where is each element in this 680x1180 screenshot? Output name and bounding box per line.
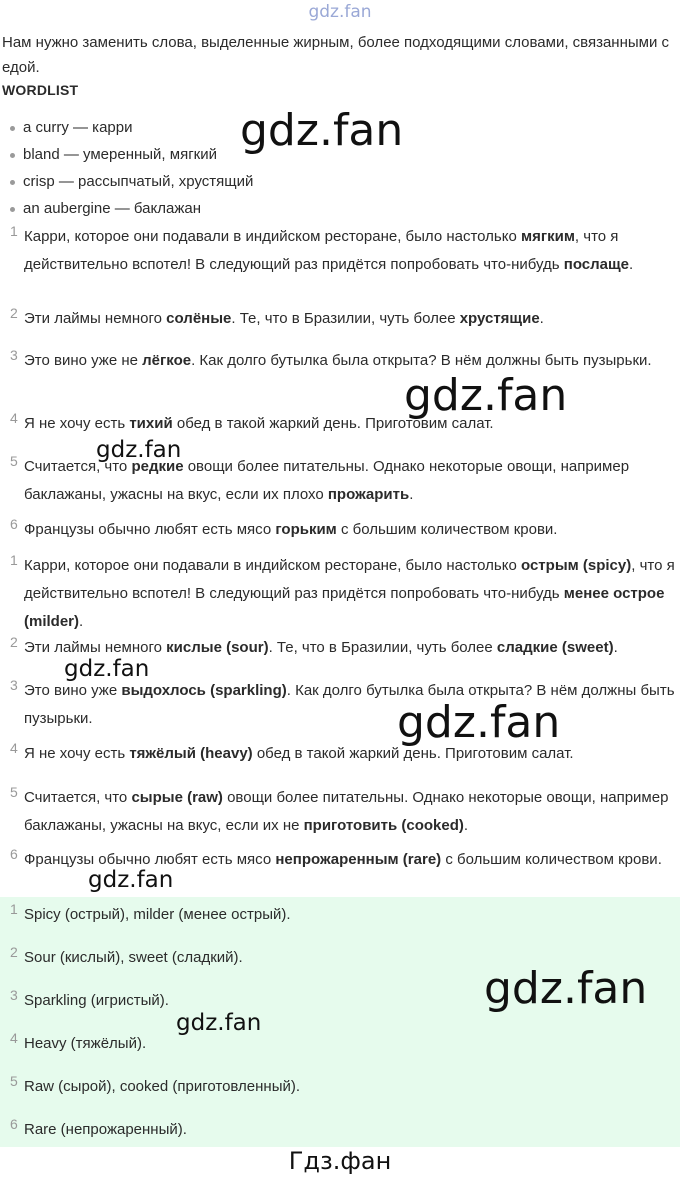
wordlist-item [10,198,201,220]
sentence-text: . [539,310,544,327]
item-number: 3 [10,347,18,363]
solution-item [10,552,678,636]
answer-text: Sour (кислый), sweet (сладкий). [24,949,243,966]
sentence-text: Я не хочу есть [24,415,130,432]
highlighted-word: сладкие (sweet) [496,639,614,656]
answer-item [10,1116,678,1144]
watermark-bottom: Гдз.фан [288,1147,392,1175]
sentence-text: обед в такой жаркий день. Приготовим салат. [172,415,494,432]
watermark: gdz.fan [88,867,174,893]
highlighted-word: солёные [166,310,232,327]
watermark: gdz.fan [484,963,648,1014]
sentence-text: . Как долго бутылка была открыта? В нём должны быть пузырьки. [24,682,675,727]
highlighted-word: мягким [521,228,575,245]
item-number: 2 [10,944,18,960]
item-number: 6 [10,516,18,532]
item-number: 4 [10,740,18,756]
sentence-text: Эти лаймы немного [24,639,167,656]
sentence-text: Карри, которое они подавали в индийском ресторане, было настолько [24,557,521,574]
item-text [24,410,678,438]
sentence-text: Французы обычно любят есть мясо [24,521,276,538]
sentence-text: . Те, что в Бразилии, чуть более [231,310,460,327]
sentence-text: . Те, что в Бразилии, чуть более [268,639,497,656]
highlighted-word: тихий [129,415,173,432]
highlighted-word: кислые (sour) [166,639,269,656]
sentence-text: овощи более питательны. Однако некоторые овощи, например баклажаны, ужасны на вкус, если их не [24,789,669,834]
item-number: 5 [10,453,18,469]
watermark: gdz.fan [404,370,568,421]
highlighted-word: непрожаренным (rare) [275,851,442,868]
sentence-text: Это вино уже не [24,352,143,369]
sentence-text: . [409,486,414,503]
highlighted-word: приготовить (cooked) [303,817,464,834]
highlighted-word: послаще [563,256,630,273]
solution-item [10,784,678,840]
sentence-text: . [629,256,634,273]
item-text [24,784,678,840]
wordlist-item-text: bland — умеренный, мягкий [23,146,217,163]
item-number: 3 [10,987,18,1003]
highlighted-word: тяжёлый (heavy) [129,745,253,762]
item-text [24,552,678,636]
task-item [10,223,678,279]
sentence-text: Эти лаймы немного [24,310,167,327]
watermark: gdz.fan [176,1010,262,1036]
sentence-text: . Как долго бутылка была открыта? В нём должны быть пузырьки. [191,352,652,369]
item-text [24,347,678,375]
item-number: 5 [10,1073,18,1089]
sentence-text: Карри, которое они подавали в индийском ресторане, было настолько [24,228,521,245]
highlighted-word: менее острое (milder) [24,585,665,630]
sentence-text: овощи более питательны. Однако некоторые овощи, например баклажаны, ужасны на вкус, если их плохо [24,458,630,503]
sentence-text: , что я действительно вспотел! В следующий раз придётся попробовать что-нибудь [24,557,675,602]
watermark: gdz.fan [96,437,182,463]
wordlist-item [10,117,132,139]
item-number: 1 [10,901,18,917]
highlighted-word: хрустящие [459,310,540,327]
item-number: 2 [10,305,18,321]
sentence-text: Это вино уже [24,682,122,699]
answer-text: Raw (сырой), cooked (приготовленный). [24,1078,301,1095]
sentence-text: Считается, что [24,458,132,475]
bullet-icon [10,207,15,212]
watermark: gdz.fan [240,105,404,156]
answer-item [10,1073,678,1101]
highlighted-word: острым (spicy) [521,557,632,574]
task-item [10,347,678,375]
sentence-text: с большим количеством крови. [441,851,662,868]
sentence-text: . [613,639,618,656]
bullet-icon [10,180,15,185]
item-number: 6 [10,846,18,862]
item-number: 3 [10,677,18,693]
sentence-text: . [79,613,84,630]
item-number: 4 [10,1030,18,1046]
wordlist-item-text: crisp — рассыпчатый, хрустящий [23,173,254,190]
solution-item [10,677,678,733]
highlighted-word: сырые (raw) [131,789,223,806]
sentence-text: Французы обычно любят есть мясо [24,851,276,868]
sentence-text: Я не хочу есть [24,745,130,762]
item-text [24,305,678,333]
wordlist-item [10,171,253,193]
answer-text: Heavy (тяжёлый). [24,1035,147,1052]
item-number: 4 [10,410,18,426]
task-item [10,516,678,544]
item-text [24,516,678,544]
watermark: gdz.fan [397,697,561,748]
answer-text: Sparkling (игристый). [24,992,169,1009]
wordlist-title: WORDLIST [2,82,79,98]
answer-text: Spicy (острый), milder (менее острый). [24,906,291,923]
highlighted-word: лёгкое [142,352,192,369]
highlighted-word: редкие [131,458,184,475]
sentence-text: обед в такой жаркий день. Приготовим салат. [252,745,574,762]
sentence-text: с большим количеством крови. [336,521,558,538]
item-number: 1 [10,552,18,568]
task-item [10,410,678,438]
highlighted-word: выдохлось (sparkling) [121,682,287,699]
bullet-icon [10,126,15,131]
item-number: 6 [10,1116,18,1132]
sentence-text: , что я действительно вспотел! В следующий раз придётся попробовать что-нибудь [24,228,619,273]
item-number: 1 [10,223,18,239]
answers-block [0,897,680,1147]
watermark: gdz.fan [64,656,150,682]
item-number: 2 [10,634,18,650]
answer-item [10,901,678,929]
answer-text: Rare (непрожаренный). [24,1121,187,1138]
sentence-text: Считается, что [24,789,132,806]
wordlist-item [10,144,217,166]
answer-item [10,1030,678,1058]
bullet-icon [10,153,15,158]
intro-text: Нам нужно заменить слова, выделенные жирным, более подходящими словами, связанными с едой. [2,34,670,76]
highlighted-word: горьким [275,521,337,538]
solution-item [10,740,678,768]
highlighted-word: прожарить [327,486,410,503]
item-text [24,740,678,768]
wordlist-item-text: an aubergine — баклажан [23,200,201,217]
wordlist-item-text: a curry — карри [23,119,133,136]
item-number: 5 [10,784,18,800]
item-text [24,223,678,279]
watermark-top: gdz.fan [308,2,372,22]
task-item [10,305,678,333]
item-text [24,677,678,733]
sentence-text: . [463,817,469,834]
